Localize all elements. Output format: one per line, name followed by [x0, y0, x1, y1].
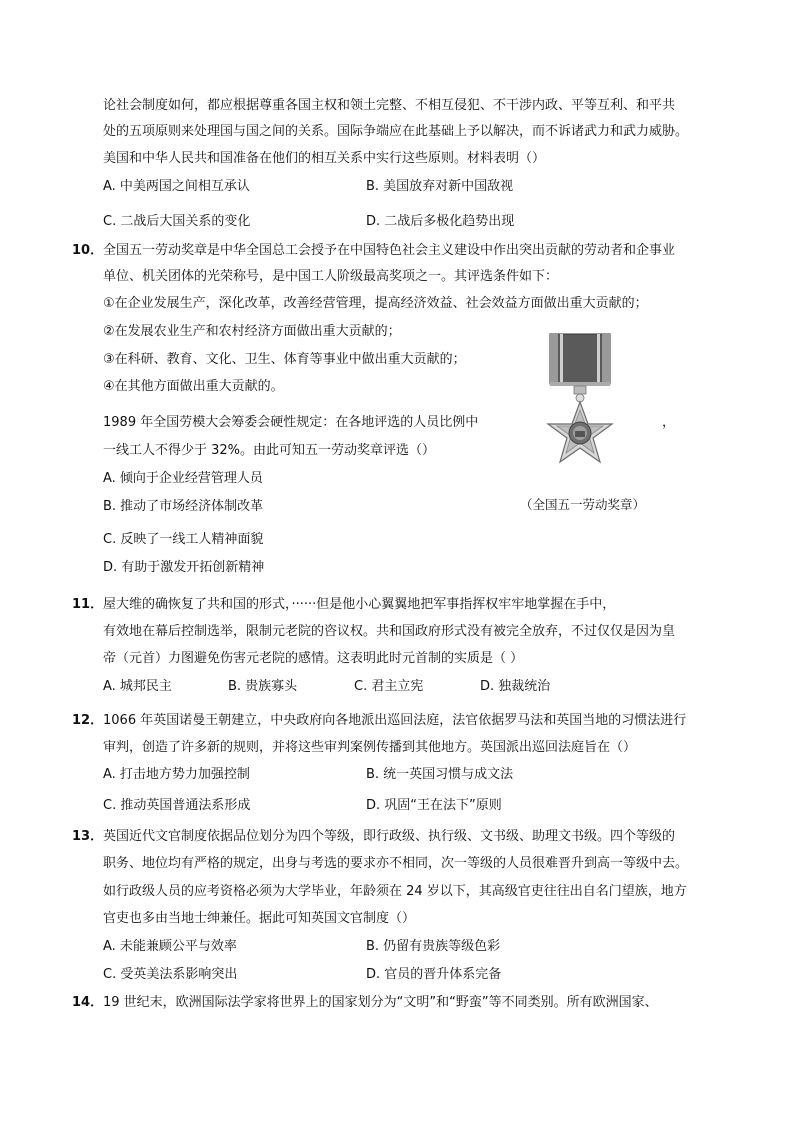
q14-number: 14．: [72, 995, 104, 1010]
q12-option-d: D. 巩固“王在法下”原则: [366, 798, 502, 813]
q10-line-8: 一线工人不得少于 32%。由此可知五一劳动奖章评选（）: [103, 443, 436, 458]
q10-condition-3: ③在科研、教育、文化、卫生、体育等事业中做出重大贡献的；: [103, 352, 466, 367]
q9-line-1: 论社会制度如何，都应根据尊重各国主权和领土完整、不相互侵犯、不干涉内政、平等互利、和平共: [103, 98, 676, 113]
q10-condition-1: ①在企业发展生产，深化改革，改善经营管理，提高经济效益、社会效益方面做出重大贡献的；: [103, 296, 648, 311]
q14-line-1: 19 世纪末，欧洲国际法学家将世界上的国家划分为“文明”和“野蛮”等不同类别。所有欧洲国家、: [103, 995, 658, 1010]
q11-option-d: D. 独裁统治: [480, 679, 551, 694]
q11-line-3: 帝（元首）力图避免伤害元老院的感情。这表明此时元首制的实质是（ ）: [103, 651, 524, 666]
q11-line-1: 屋大维的确恢复了共和国的形式，······但是他小心翼翼地把军事指挥权牢牢地掌握在手中，: [103, 597, 616, 612]
q13-number: 13．: [72, 829, 104, 844]
q9-option-a: A. 中美两国之间相互承认: [103, 179, 250, 194]
q10-line-1: 全国五一劳动奖章是中华全国总工会授予在中国特色社会主义建设中作出突出贡献的劳动者和企事业: [103, 243, 676, 258]
q13-option-b: B. 仍留有贵族等级色彩: [366, 939, 501, 954]
q9-option-d: D. 二战后多极化趋势出现: [366, 214, 515, 229]
q12-option-a: A. 打击地方势力加强控制: [103, 767, 250, 782]
q11-option-b: B. 贵族寡头: [228, 679, 298, 694]
q13-line-1: 英国近代文官制度依据品位划分为四个等级，即行政级、执行级、文书级、助理文书级。四个等级的: [103, 829, 676, 844]
q12-option-c: C. 推动英国普通法系形成: [103, 798, 251, 813]
q12-number: 12．: [72, 713, 104, 728]
medal-caption: （全国五一劳动奖章）: [520, 497, 646, 512]
q9-option-b: B. 美国放弃对新中国敌视: [366, 179, 514, 194]
q13-line-4: 官吏也多由当地士绅兼任。据此可知英国文官制度（）: [103, 911, 416, 926]
q11-option-a: A. 城邦民主: [103, 679, 172, 694]
labor-medal-image: [540, 332, 620, 480]
q13-option-a: A. 未能兼顾公平与效率: [103, 939, 237, 954]
q13-option-c: C. 受英美法系影响突出: [103, 967, 238, 982]
q10-number: 10．: [72, 243, 104, 258]
q10-comma: ，: [662, 415, 676, 430]
q10-option-c: C. 反映了一线工人精神面貌: [103, 532, 264, 547]
q9-option-c: C. 二战后大国关系的变化: [103, 214, 251, 229]
q12-line-1: 1066 年英国诺曼王朝建立，中央政府向各地派出巡回法庭，法官依据罗马法和英国当地的习惯法进行: [103, 713, 687, 728]
q10-option-a: A. 倾向于企业经营管理人员: [103, 471, 263, 486]
q13-line-2: 职务、地位均有严格的规定，出身与考选的要求亦不相同，次一等级的人员很难晋升到高一等级中去。: [103, 856, 689, 871]
q12-line-2: 审判，创造了许多新的规则，并将这些审判案例传播到其他地方。英国派出巡回法庭旨在（）: [103, 740, 637, 755]
q10-option-b: B. 推动了市场经济体制改革: [103, 499, 264, 514]
q9-line-2: 处的五项原则来处理国与国之间的关系。国际争端应在此基础上予以解决，而不诉诸武力和武力威胁。: [103, 124, 689, 139]
q9-line-3: 美国和中华人民共和国准备在他们的相互关系中实行这些原则。材料表明（）: [103, 151, 546, 166]
q10-line-7: 1989 年全国劳模大会筹委会硬性规定：在各地评选的人员比例中: [103, 415, 479, 430]
q10-condition-2: ②在发展农业生产和农村经济方面做出重大贡献的；: [103, 324, 401, 339]
q11-line-2: 有效地在幕后控制选举，限制元老院的咨议权。共和国政府形式没有被完全放弃，不过仅仅是因为皇: [103, 624, 676, 639]
q13-line-3: 如行政级人员的应考资格必须为大学毕业，年龄须在 24 岁以下，其高级官吏往往出自名门望族，地方: [103, 884, 687, 899]
q13-option-d: D. 官员的晋升体系完备: [366, 967, 502, 982]
q11-number: 11．: [72, 597, 104, 612]
q12-option-b: B. 统一英国习惯与成文法: [366, 767, 514, 782]
q10-option-d: D. 有助于激发开拓创新精神: [103, 560, 265, 575]
q10-condition-4: ④在其他方面做出重大贡献的。: [103, 379, 284, 394]
q10-line-2: 单位、机关团体的光荣称号，是中国工人阶级最高奖项之一。其评选条件如下：: [103, 269, 559, 284]
q11-option-c: C. 君主立宪: [354, 679, 424, 694]
